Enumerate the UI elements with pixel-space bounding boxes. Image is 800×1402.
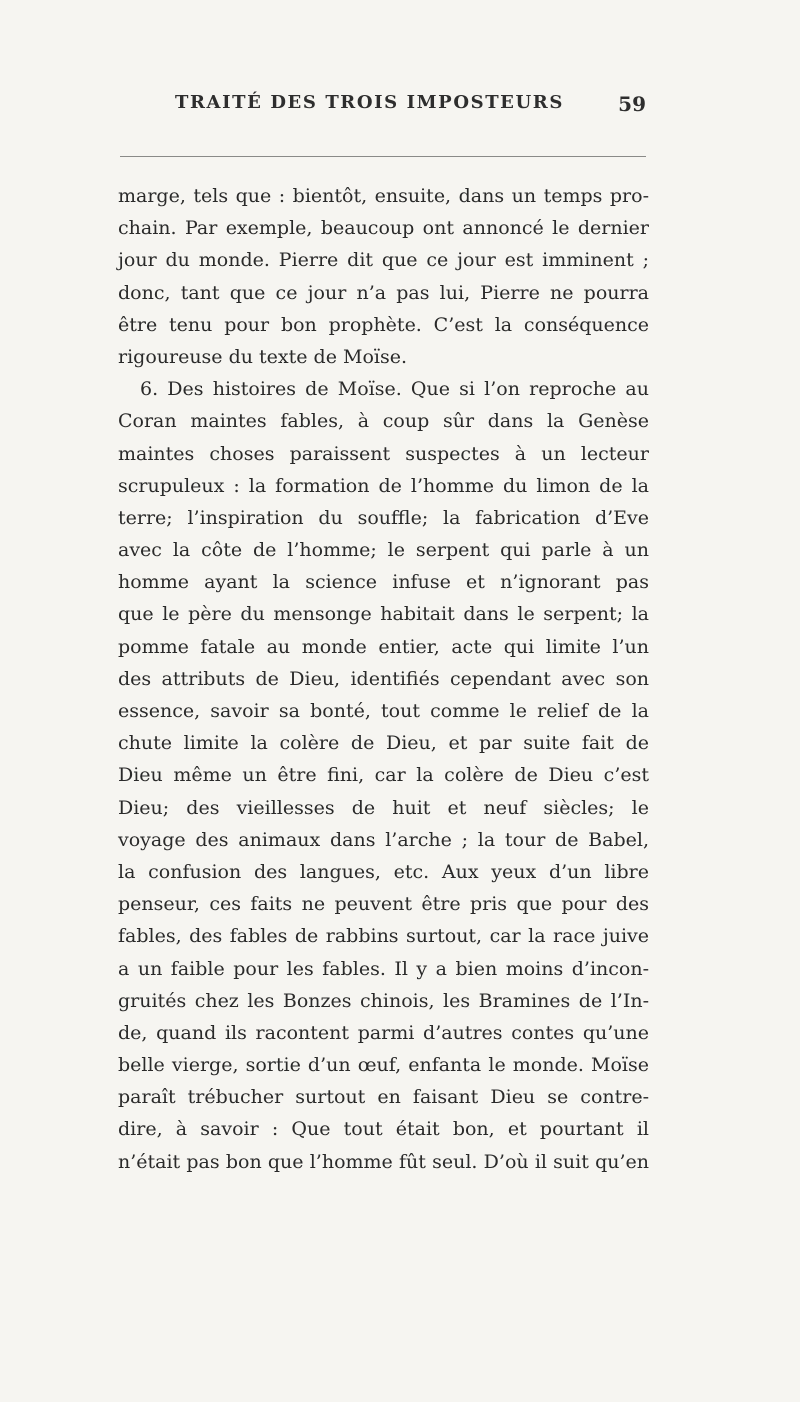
text-line: rigoureuse du texte de Moïse. [118, 345, 407, 368]
text-line: que le père du mensonge habitait dans le serpent; la [118, 603, 649, 626]
text-line: a un faible pour les fables. Il y a bien moins d’incon- [118, 957, 649, 980]
text-line: Dieu; des vieillesses de huit et neuf siècles; le [118, 796, 649, 819]
text-line: des attributs de Dieu, identifiés cependant avec son [118, 667, 649, 690]
text-line: jour du monde. Pierre dit que ce jour est imminent ; [118, 249, 649, 272]
text-line: dire, à savoir : Que tout était bon, et pourtant il [118, 1118, 649, 1141]
text-line: maintes choses paraissent suspectes à un lecteur [118, 442, 649, 465]
text-line: belle vierge, sortie d’un œuf, enfanta le monde. Moïse [118, 1054, 649, 1077]
text-line: 6. Des histoires de Moïse. Que si l’on reproche au [140, 378, 649, 401]
text-line: voyage des animaux dans l’arche ; la tour de Babel, [118, 828, 649, 851]
text-line: la confusion des langues, etc. Aux yeux d’un libre [118, 860, 649, 883]
text-line: avec la côte de l’homme; le serpent qui parle à un [118, 539, 649, 562]
text-line: chute limite la colère de Dieu, et par suite fait de [118, 732, 649, 755]
text-line: scrupuleux : la formation de l’homme du limon de la [118, 474, 649, 497]
text-line: homme ayant la science infuse et n’ignorant pas [118, 571, 649, 594]
text-line: fables, des fables de rabbins surtout, car la race juive [118, 925, 649, 948]
text-line: n’était pas bon que l’homme fût seul. D’où il suit qu’en [118, 1150, 649, 1173]
text-line: chain. Par exemple, beaucoup ont annoncé le dernier [118, 217, 649, 240]
text-line: Coran maintes fables, à coup sûr dans la Genèse [118, 410, 649, 433]
running-header [120, 92, 646, 122]
text-line: penseur, ces faits ne peuvent être pris que pour des [118, 893, 649, 916]
text-line: de, quand ils racontent parmi d’autres contes qu’une [118, 1021, 649, 1044]
text-line: donc, tant que ce jour n’a pas lui, Pierre ne pourra [118, 281, 649, 304]
text-line: marge, tels que : bientôt, ensuite, dans un temps pro- [118, 185, 649, 207]
running-title: TRAITÉ DES TROIS IMPOSTEURS [175, 92, 564, 113]
text-line: pomme fatale au monde entier, acte qui limite l’un [118, 635, 649, 658]
text-line: essence, savoir sa bonté, tout comme le relief de la [118, 700, 649, 722]
text-line: gruités chez les Bonzes chinois, les Bramines de l’In- [118, 989, 649, 1012]
header-rule [120, 156, 646, 157]
page-number: 59 [618, 92, 646, 116]
body-text [118, 180, 649, 1178]
text-line: paraît trébucher surtout en faisant Dieu se contre- [118, 1086, 649, 1109]
text-line: terre; l’inspiration du souffle; la fabrication d’Eve [118, 506, 649, 529]
text-line: être tenu pour bon prophète. C’est la conséquence [118, 313, 649, 336]
text-line: Dieu même un être fini, car la colère de Dieu c’est [118, 764, 649, 787]
